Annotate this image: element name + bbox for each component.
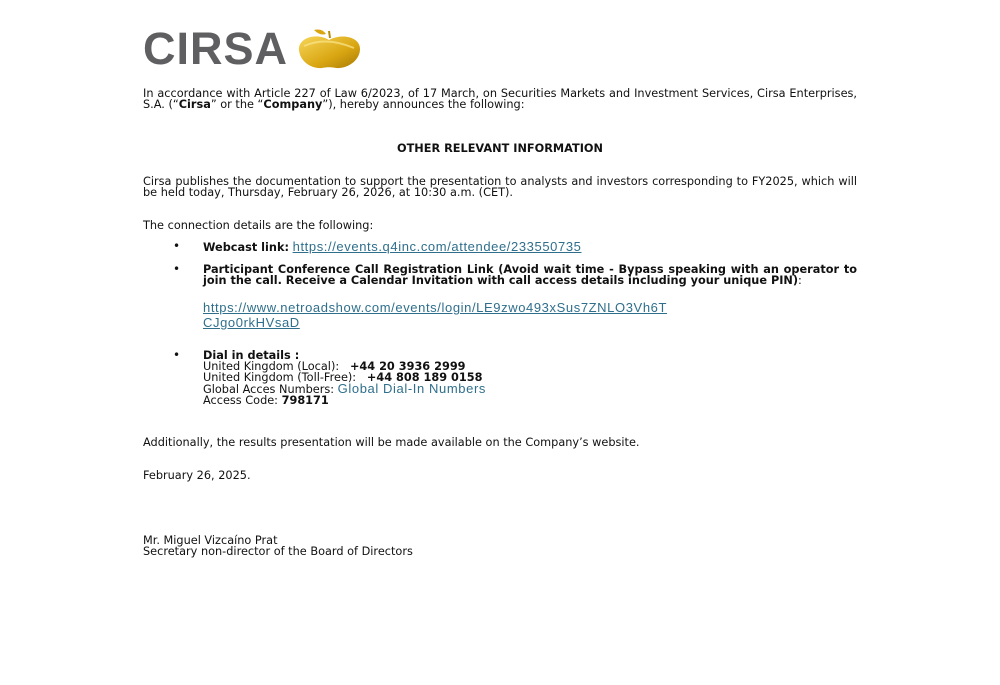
apple-logo-icon bbox=[296, 28, 362, 70]
registration-link[interactable]: https://www.netroadshow.com/events/login/LE9zwo493xSus7ZNLO3Vh6T bbox=[203, 300, 668, 315]
signatory-name: Mr. Miguel Vizcaíno Prat bbox=[143, 534, 278, 547]
bullet-icon: • bbox=[173, 239, 181, 253]
webcast-link[interactable]: https://events.q4inc.com/attendee/233550735 bbox=[292, 239, 582, 254]
bullet-webcast: • Webcast link: https://events.q4inc.com/attendee/233550735 bbox=[173, 239, 582, 254]
cirsa-logo bbox=[143, 23, 362, 74]
availability-paragraph: Additionally, the results presentation will be made available on the Company’s website. bbox=[143, 436, 640, 449]
bullet-participant: • Participant Conference Call Registration Link (Avoid wait time - Bypass speaking with an operator to join the call. Receive a Calendar Invitation with call access details including your unique PIN): https://www.netroadshow.com/events/login/LE9zwo493xSus7ZNLO3Vh6T CJgo0rkHVsaD bbox=[173, 262, 857, 330]
section-heading: OTHER RELEVANT INFORMATION bbox=[396, 142, 603, 155]
global-dial-in-link[interactable]: Global Dial-In Numbers bbox=[337, 381, 486, 396]
connection-intro: The connection details are the following: bbox=[143, 219, 374, 232]
document-date: February 26, 2025. bbox=[143, 469, 251, 482]
bullet-dial-in: • Dial in details : United Kingdom (Local): +44 20 3936 2999 United Kingdom (Toll-Free): +44 808 189 0158 Global Acces Numbers: Global Dial-In Numbers Access Code: 798171 bbox=[173, 348, 486, 407]
logo-text: CIRSA bbox=[143, 23, 289, 74]
intro-paragraph: In accordance with Article 227 of Law 6/2023, of 17 March, on Securities Markets and Investment Services, Cirsa Enterprises, S.A. (“Cirsa” or the “Company”), hereby announces the following: bbox=[143, 87, 857, 111]
bullet-icon: • bbox=[173, 262, 181, 276]
announcement-paragraph: Cirsa publishes the documentation to support the presentation to analysts and investors corresponding to FY2025, which will be held today, Thursday, February 26, 2026, at 10:30 a.m. (CET). bbox=[143, 175, 857, 199]
bullet-icon: • bbox=[173, 348, 181, 362]
registration-link-cont[interactable]: CJgo0rkHVsaD bbox=[203, 315, 300, 330]
signatory-title: Secretary non-director of the Board of Directors bbox=[143, 545, 413, 558]
